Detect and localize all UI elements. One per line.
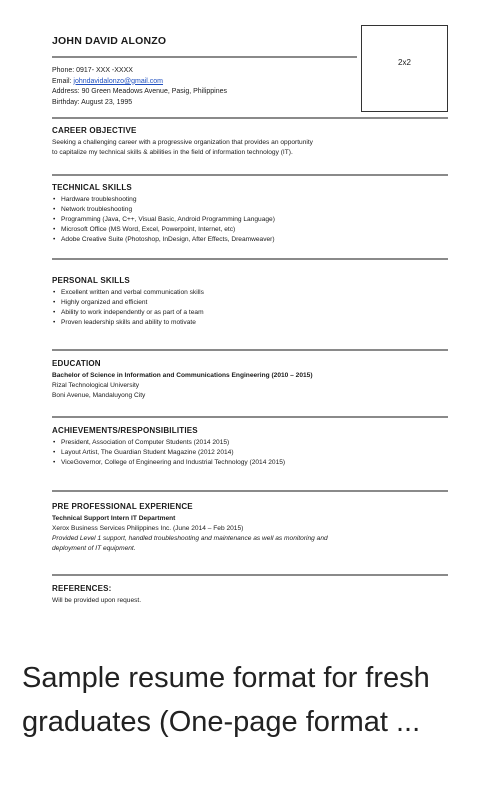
section-title: TECHNICAL SKILLS [52, 183, 132, 192]
phone-line: Phone: 0917- XXX -XXXX [52, 67, 133, 74]
experience-section [52, 502, 448, 554]
technical-skills-list [52, 195, 448, 245]
divider [52, 490, 448, 492]
experience-desc-2: deployment of IT equipment. [52, 545, 136, 552]
section-title: PRE PROFESSIONAL EXPERIENCE [52, 502, 193, 511]
experience-company: Xerox Business Services Philippines Inc. (June 2014 – Feb 2015) [52, 525, 244, 532]
list-item: • Hardware troubleshooting [61, 195, 448, 205]
divider [52, 56, 357, 58]
divider [52, 117, 448, 119]
resume-page [36, 18, 464, 633]
section-title: REFERENCES: [52, 584, 112, 593]
section-title: EDUCATION [52, 359, 101, 368]
list-item: • Proven leadership skills and ability to motivate [61, 318, 448, 328]
list-item: • Layout Artist, The Guardian Student Magazine (2012 2014) [61, 448, 448, 458]
email-link[interactable]: johndavidalonzo@gmail.com [73, 77, 164, 85]
school: Rizal Technological University [52, 382, 140, 389]
list-item: • Excellent written and verbal communication skills [61, 288, 448, 298]
image-caption: Sample resume format for fresh graduates (One-page format ... [22, 662, 430, 738]
career-line-1: Seeking a challenging career with a progressive organization that provides an opportunity [52, 139, 313, 146]
section-title: CAREER OBJECTIVE [52, 126, 137, 135]
email-line [52, 77, 227, 88]
school-address: Boni Avenue, Mandaluyong City [52, 392, 146, 399]
list-item: • Programming (Java, C++, Visual Basic, Android Programming Language) [61, 215, 448, 225]
experience-role: Technical Support Intern IT Department [52, 515, 176, 522]
personal-skills-section [52, 276, 448, 328]
photo-placeholder [361, 25, 448, 112]
divider [52, 258, 448, 260]
photo-label: 2x2 [398, 58, 411, 67]
divider [52, 574, 448, 576]
achievements-list [52, 438, 448, 468]
references-section [52, 584, 448, 606]
contact-info [52, 66, 227, 108]
career-line-2: to capitalize my technical skills & abilities in the field of information technology (IT). [52, 149, 293, 156]
resume-name: JOHN DAVID ALONZO [52, 35, 167, 47]
section-title: ACHIEVEMENTS/RESPONSIBILITIES [52, 426, 198, 435]
section-title: PERSONAL SKILLS [52, 276, 130, 285]
list-item: • Network troubleshooting [61, 205, 448, 215]
achievements-section [52, 426, 448, 468]
education-section [52, 359, 448, 401]
list-item: • Ability to work independently or as part of a team [61, 308, 448, 318]
technical-skills-section [52, 183, 448, 245]
list-item: • Adobe Creative Suite (Photoshop, InDesign, After Effects, Dreamweaver) [61, 235, 448, 245]
divider [52, 349, 448, 351]
list-item: • Highly organized and efficient [61, 298, 448, 308]
email-label: Email: [52, 77, 74, 85]
personal-skills-list [52, 288, 448, 328]
list-item: • Microsoft Office (MS Word, Excel, Powerpoint, Internet, etc) [61, 225, 448, 235]
divider [52, 416, 448, 418]
divider [52, 174, 448, 176]
list-item: • President, Association of Computer Students (2014 2015) [61, 438, 448, 448]
experience-desc-1: Provided Level 1 support, handled troubleshooting and maintenance as well as monitoring and [52, 535, 328, 542]
address-line: Address: 90 Green Meadows Avenue, Pasig, Philippines [52, 88, 227, 95]
degree: Bachelor of Science in Information and Communications Engineering (2010 – 2015) [52, 372, 313, 379]
references-text: Will be provided upon request. [52, 597, 142, 604]
list-item: • ViceGovernor, College of Engineering and Industrial Technology (2014 2015) [61, 458, 448, 468]
career-objective-section [52, 126, 448, 158]
birthday-line: Birthday: August 23, 1995 [52, 98, 133, 106]
